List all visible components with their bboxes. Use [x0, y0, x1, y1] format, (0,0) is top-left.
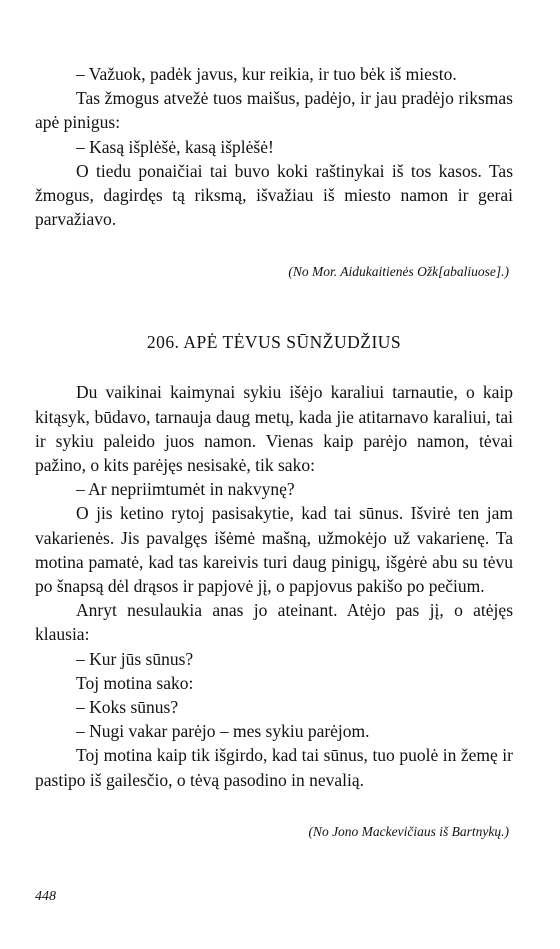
paragraph: – Nugi vakar parėjo – mes sykiu parėjom. [76, 721, 370, 742]
paragraph: O jis ketino rytoj pasisakytie, kad tai sūnus. Išvirė ten jam vakarienės. Jis pavalgęs išėmė mašną, užmokėjo už vakarienę. Ta motina pamatė, kad tas kareivis turi daug pinigų, išgėrė abu su tėvu po šnapsą dėl drąsos ir papjovė jį, o papjovus pakišo po pečium. [35, 503, 513, 597]
paragraph: O tiedu ponaičiai tai buvo koki raštinykai iš tos kasos. Tas žmogus, dagirdęs tą riksmą, išvažiau iš miesto namon ir gerai parvažiavo. [35, 160, 513, 230]
paragraph: – Važuok, padėk javus, kur reikia, ir tuo bėk iš miesto. [76, 64, 457, 84]
paragraph: – Koks sūnus? [76, 697, 179, 718]
story-title: 206. APĖ TĖVUS SŪNŽUDŽIUS [146, 332, 402, 353]
paragraph: – Kasą išplėšė, kasą išplėšė! [76, 136, 274, 157]
source-citation: (No Mor. Aidukaitienės Ožk[abaliuose].) [288, 264, 509, 280]
paragraph: – Kur jūs sūnus? [76, 648, 194, 669]
book-page [35, 62, 513, 841]
paragraph: – Ar nepriimtumėt in nakvynę? [76, 479, 295, 500]
paragraph: Toj motina kaip tik išgirdo, kad tai sūnus, tuo puolė in žemę ir pastipo iš gailesčio, o tėvą pasodino in nevalią. [35, 745, 513, 790]
paragraph: Du vaikinai kaimynai sykiu išėjo karaliui tarnautie, o kaip kitąsyk, būdavo, tarnauja daug metų, kada jie atitarnavo karaliui, tai ir sykiu paleido juos namon. Vienas kaip parėjo namon, tėvai pažino, o kits parėjęs nesisakė, tik sako: [35, 382, 513, 476]
page-number: 448 [35, 889, 56, 904]
paragraph: Tas žmogus atvežė tuos maišus, padėjo, ir jau pradėjo riksmas apė pinigus: [35, 88, 513, 133]
paragraph: Anryt nesulaukia anas jo ateinant. Atėjo pas jį, o atėjęs klausia: [35, 600, 513, 645]
paragraph: Toj motina sako: [76, 672, 194, 693]
source-citation: (No Jono Mackevičiaus iš Bartnykų.) [308, 823, 509, 839]
